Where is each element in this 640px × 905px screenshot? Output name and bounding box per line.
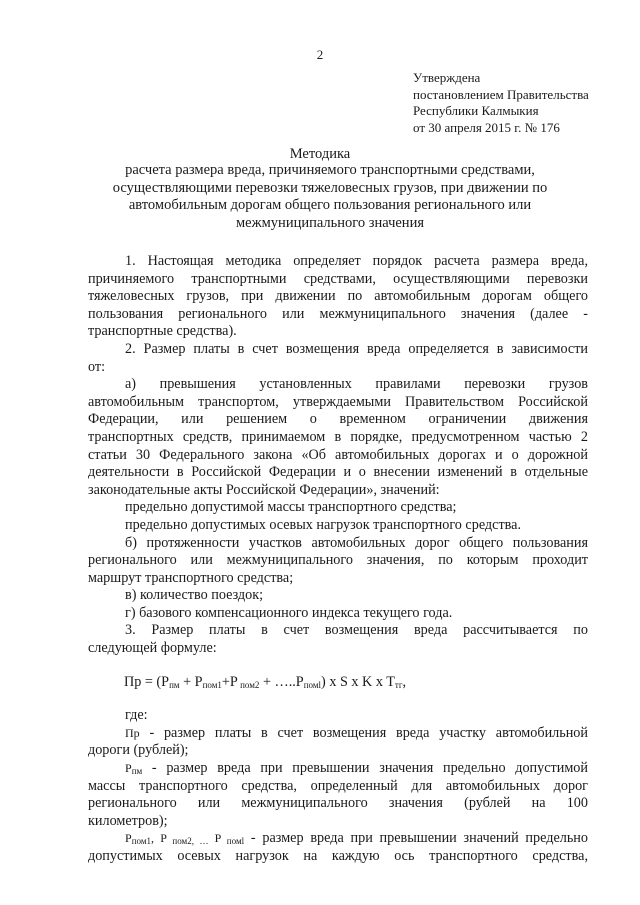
formula: Пр = ($Р_{пм} + Р_{пом1}+Р$ $_{пом2} + \dots..Р_{помl}$) x S x K x $T_{тг}$, <box>124 673 407 690</box>
subparagraph-g: г) базового компенсационного индекса текущего года. <box>125 604 453 621</box>
document-subtitle: расчета размера вреда, причиняемого транспортными средствами, осуществляющими перевозки тяжеловесных грузов, при движении по автомобильным дорогам общего пользования регионального или межмуниципального значения <box>112 162 548 231</box>
page-number: 2 <box>316 47 324 62</box>
approval-line: Утверждена <box>413 70 481 85</box>
list-item: предельно допустимой массы транспортного средства; <box>125 499 457 516</box>
paragraph-1: 1. Настоящая методика определяет порядок расчета размера вреда, причиняемого транспортными средствами, осуществляющими перевозки тяжеловесных грузов, при движении по автомобильным дорогам общего пользования регионального или межмуниципального значения (далее - транспортные средства). <box>88 253 588 340</box>
approval-line: постановлением Правительства <box>413 86 589 102</box>
definition-ppm: $Р_{пм}$ - размер вреда при превышении значения предельно допустимой массы транспортного средства, определенный для автомобильных дорог регионального или межмуниципального значения (рублей на 100 километров); <box>88 760 588 829</box>
document-title: Методика <box>289 146 351 162</box>
approval-line: Республики Калмыкия <box>413 103 539 119</box>
paragraph-2: 2. Размер платы в счет возмещения вреда определяется в зависимости от: <box>88 340 588 375</box>
list-item: предельно допустимых осевых нагрузок транспортного средства. <box>125 516 521 533</box>
subparagraph-a: а) превышения установленных правилами перевозки грузов автомобильным транспортом, утверждаемыми Правительством Российской Федерации, или решением о временном ограничении движения транспортных средств, принимаемом в порядке, предусмотренном частью 2 статьи 30 Федерального закона «Об автомобильных дорогах и о дорожной деятельности в Российской Федерации и о внесении изменений в отдельные законодательные акты Российской Федерации», значений: <box>88 376 588 498</box>
definition-pr: Пр - размер платы в счет возмещения вреда участку автомобильной дороги (рублей); <box>88 724 588 759</box>
subparagraph-b: б) протяженности участков автомобильных дорог общего пользования регионального или межмуниципального значения, по которым проходит маршрут транспортного средства; <box>88 534 588 586</box>
approval-line: от 30 апреля 2015 г. № 176 <box>413 119 560 135</box>
document-body <box>88 253 588 866</box>
paragraph-3: 3. Размер платы в счет возмещения вреда рассчитывается по следующей формуле: <box>88 622 588 657</box>
where-label: где: <box>125 707 148 724</box>
definition-ppom: $Р_{пом1}$, Р $_{пом2, \dots}$ Р $_{помl}$ - размер вреда при превышении значений предельно допустимых осевых нагрузок на каждую ось транспортного средства, <box>88 830 588 864</box>
subparagraph-v: в) количество поездок; <box>125 587 264 604</box>
approval-block <box>413 70 589 136</box>
